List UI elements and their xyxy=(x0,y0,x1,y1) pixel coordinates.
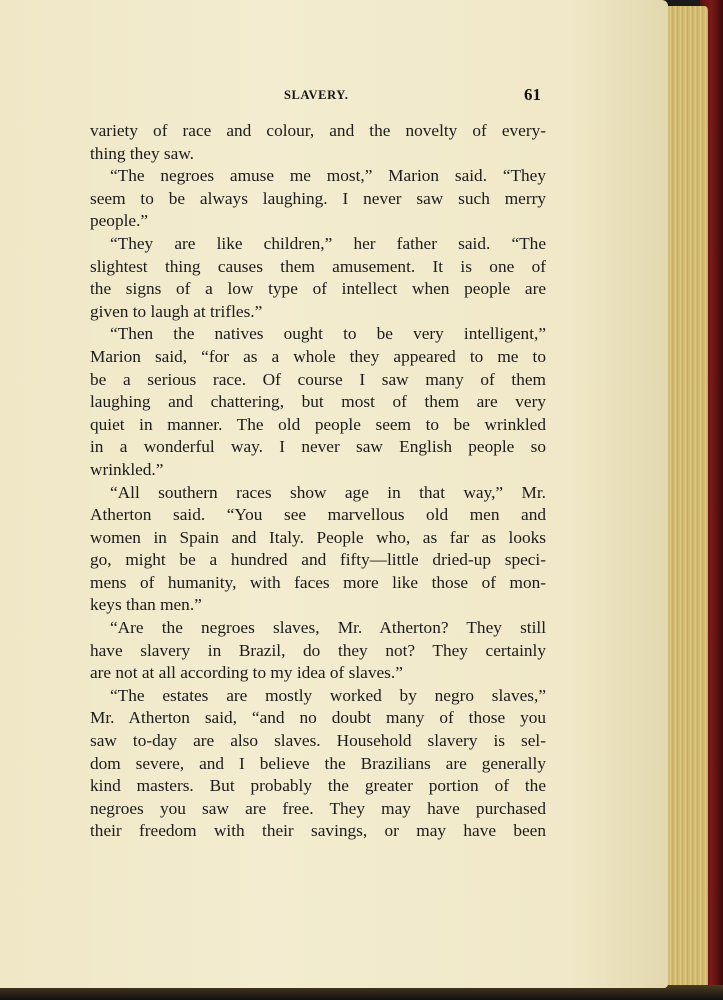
text-line: Mr. Atherton said, “and no doubt many of those you xyxy=(90,708,546,728)
text-line: laughing and chattering, but most of them are very xyxy=(90,392,546,412)
text-line: dom severe, and I believe the Brazilians are generally xyxy=(90,753,546,773)
text-line: “All southern races show age in that way,” Mr. xyxy=(110,482,546,502)
text-line: Atherton said. “You see marvellous old men and xyxy=(90,505,546,525)
text-line: negroes you saw are free. They may have purchased xyxy=(90,798,546,818)
text-line: seem to be always laughing. I never saw such merry xyxy=(90,188,546,208)
text-line: in a wonderful way. I never saw English people so xyxy=(90,437,546,457)
text-line: saw to-day are also slaves. Household slavery is sel- xyxy=(90,731,546,751)
text-line: have slavery in Brazil, do they not? They certainly xyxy=(90,640,546,660)
page-edges xyxy=(664,6,708,991)
text-line: kind masters. But probably the greater portion of the xyxy=(90,776,546,796)
text-line: keys than men.” xyxy=(90,595,202,615)
text-line: “The negroes amuse me most,” Marion said. “They xyxy=(110,166,546,186)
page-header xyxy=(0,85,668,108)
body-text xyxy=(90,120,546,843)
text-line: “Then the natives ought to be very intelligent,” xyxy=(110,324,546,344)
text-line: “Are the negroes slaves, Mr. Atherton? They still xyxy=(110,618,546,638)
text-line: thing they saw. xyxy=(90,143,194,163)
text-line: women in Spain and Italy. People who, as far as looks xyxy=(90,527,546,547)
text-line: variety of race and colour, and the novelty of every- xyxy=(90,121,546,140)
text-line: their freedom with their savings, or may have been xyxy=(90,821,546,841)
text-line: go, might be a hundred and fifty—little dried-up speci- xyxy=(90,550,546,570)
text-line: the signs of a low type of intellect when people are xyxy=(90,279,546,299)
text-line: mens of humanity, with faces more like those of mon- xyxy=(90,572,546,592)
text-line: wrinkled.” xyxy=(90,459,164,479)
running-head: SLAVERY. xyxy=(284,88,349,102)
text-line: “They are like children,” her father said. “The xyxy=(110,233,546,253)
text-line: “The estates are mostly worked by negro slaves,” xyxy=(110,685,546,705)
text-line: are not at all according to my idea of slaves.” xyxy=(90,663,403,683)
text-line: people.” xyxy=(90,211,149,231)
text-line: Marion said, “for as a whole they appeared to me to xyxy=(90,346,546,366)
text-line: quiet in manner. The old people seem to be wrinkled xyxy=(90,414,546,434)
text-line: given to laugh at trifles.” xyxy=(90,301,263,321)
text-line: slightest thing causes them amusement. It is one of xyxy=(90,256,546,276)
text-line: be a serious race. Of course I saw many of them xyxy=(90,369,546,389)
page-number: 61 xyxy=(524,85,541,104)
